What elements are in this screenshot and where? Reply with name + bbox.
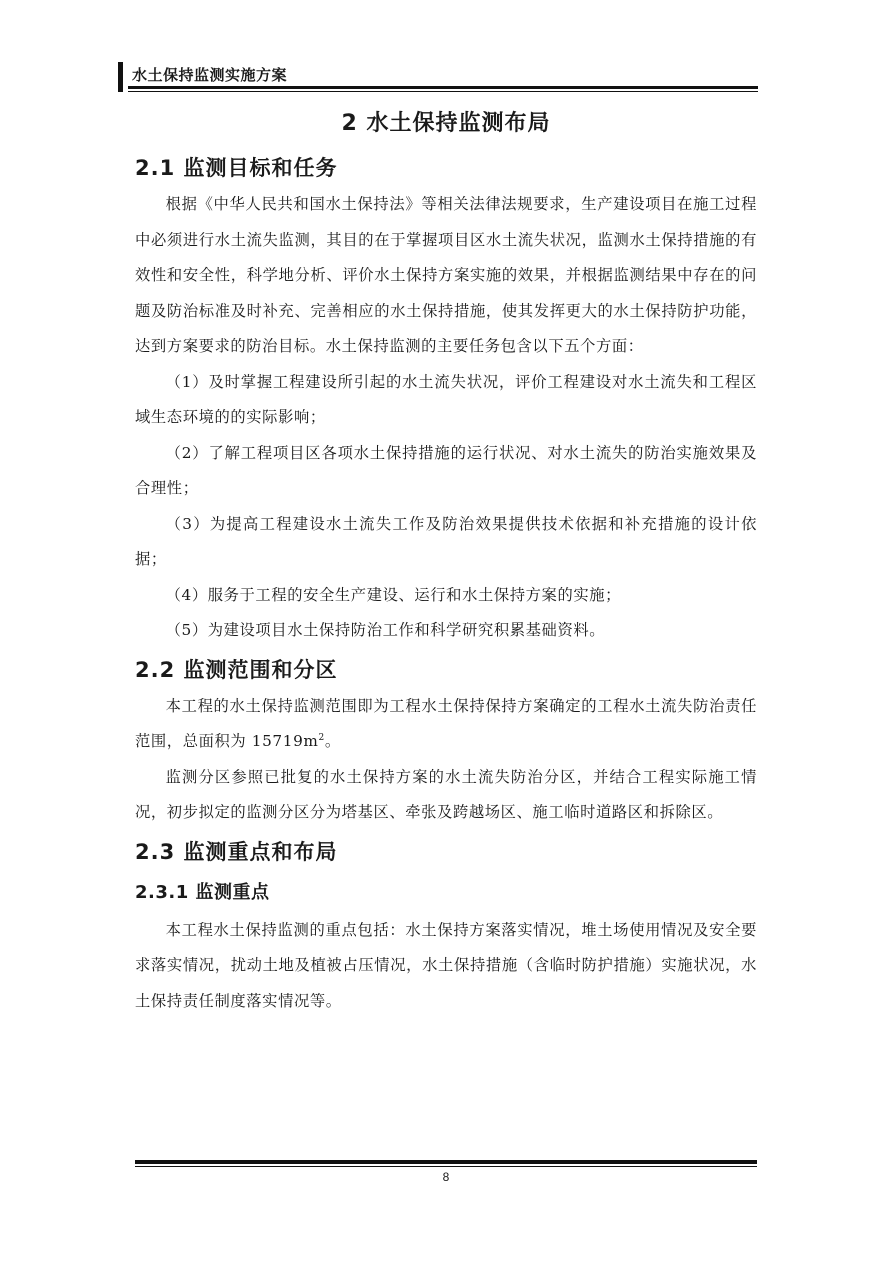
page-number: 8 bbox=[442, 1170, 450, 1184]
section-2-3-1-title: 2.3.1 监测重点 bbox=[135, 881, 270, 903]
section-2-3-1-paragraph: 本工程水土保持监测的重点包括：水土保持方案落实情况，堆土场使用情况及安全要求落实情况，扰动土地及植被占压情况，水土保持措施（含临时防护措施）实施状况，水土保持责任制度落实情况等。 bbox=[135, 920, 757, 1010]
task-item-3: （3）为提高工程建设水土流失工作及防治效果提供技术依据和补充措施的设计依据； bbox=[135, 514, 757, 568]
header-title: 水土保持监测实施方案 bbox=[132, 66, 288, 84]
task-item-5: （5）为建设项目水土保持防治工作和科学研究积累基础资料。 bbox=[165, 621, 606, 639]
monitoring-scope-end: 。 bbox=[324, 732, 341, 750]
chapter-title: 2 水土保持监测布局 bbox=[341, 111, 551, 136]
header-accent-bar bbox=[118, 62, 123, 92]
section-2-2-paragraph-2: 监测分区参照已批复的水土保持方案的水土流失防治分区，并结合工程实际施工情况，初步拟定的监测分区分为塔基区、牵张及跨越场区、施工临时道路区和拆除区。 bbox=[135, 767, 757, 821]
page-header bbox=[118, 60, 758, 92]
section-2-1-paragraph: 根据《中华人民共和国水土保持法》等相关法律法规要求，生产建设项目在施工过程中必须进行水土流失监测，其目的在于掌握项目区水土流失状况，监测水土保持措施的有效性和安全性，科学地分析、评价水土保持方案实施的效果，并根据监测结果中存在的问题及防治标准及时补充、完善相应的水土保持措施，使其发挥更大的水土保持防护功能，达到方案要求的防治目标。水土保持监测的主要任务包含以下五个方面： bbox=[135, 195, 757, 355]
area-unit-superscript: 2 bbox=[318, 732, 325, 743]
section-2-2-title: 2.2 监测范围和分区 bbox=[135, 657, 338, 682]
section-2-1-title: 2.1 监测目标和任务 bbox=[135, 156, 338, 180]
task-item-2: （2）了解工程项目区各项水土保持措施的运行状况、对水土流失的防治实施效果及合理性； bbox=[135, 443, 757, 497]
page-content bbox=[135, 100, 757, 1019]
section-2-2-paragraph-1 bbox=[135, 689, 757, 760]
monitoring-scope-text: 本工程的水土保持监测范围即为工程水土保持保持方案确定的工程水土流失防治责任范围，总面积为 15719m bbox=[135, 696, 757, 750]
section-2-3-title: 2.3 监测重点和布局 bbox=[135, 839, 338, 864]
header-rule-thin bbox=[128, 91, 758, 92]
footer-rule-thin bbox=[135, 1166, 757, 1167]
task-item-4: （4）服务于工程的安全生产建设、运行和水土保持方案的实施； bbox=[165, 585, 622, 604]
header-rule-thick bbox=[128, 86, 758, 89]
footer-rule-thick bbox=[135, 1160, 757, 1164]
task-item-1: （1）及时掌握工程建设所引起的水土流失状况，评价工程建设对水土流失和工程区域生态环境的的实际影响； bbox=[135, 372, 757, 426]
